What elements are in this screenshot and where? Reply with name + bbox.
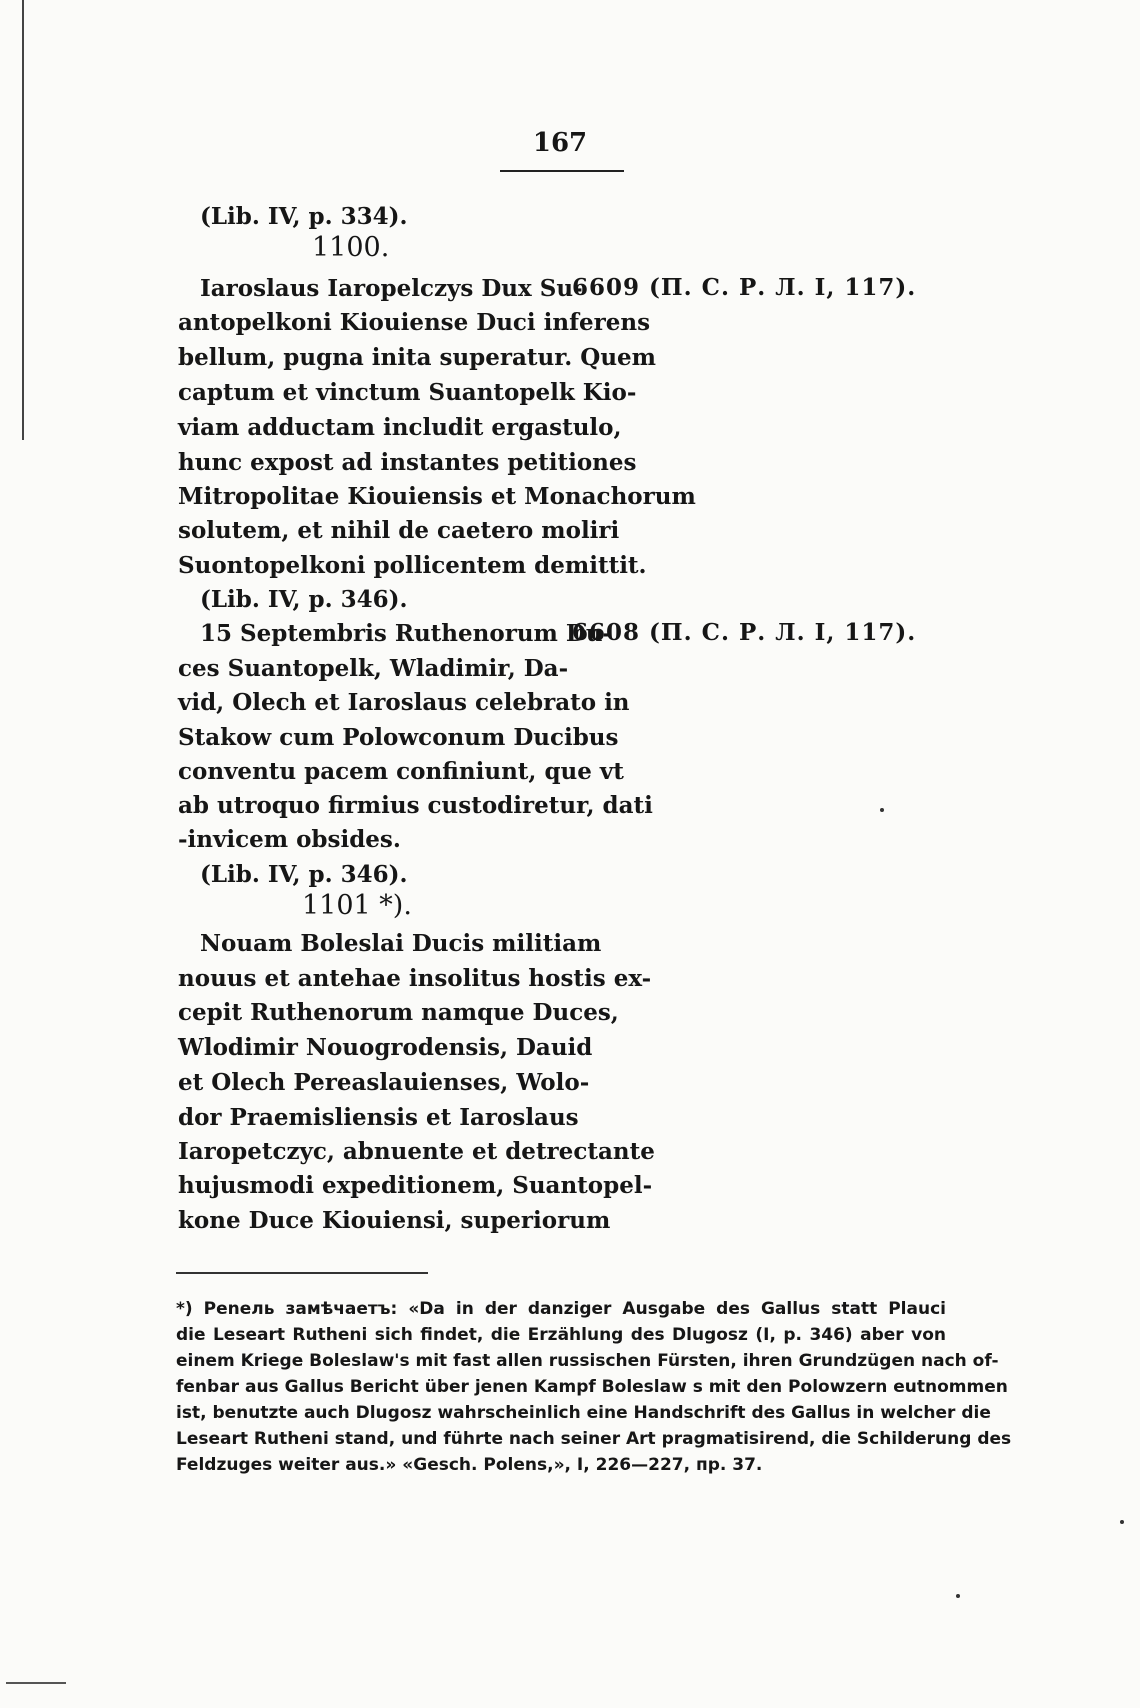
text-line: ces Suantopelk, Wladimir, Da- — [178, 655, 569, 682]
text-line: (Lib. IV, p. 346). — [200, 586, 408, 613]
footnote-line: ist, benutzte auch Dlugosz wahrscheinlich eine Handschrift des Gallus in welcher die — [176, 1403, 991, 1423]
text-line: Mitropolitae Kiouiensis et Monachorum — [178, 483, 696, 510]
text-line: hujusmodi expeditionem, Suantopel- — [178, 1172, 653, 1199]
text-line: 15 Septembris Ruthenorum Du- — [200, 620, 613, 647]
scan-speck — [956, 1594, 960, 1598]
scan-speck — [880, 808, 884, 812]
text-line: captum et vinctum Suantopelk Kio- — [178, 379, 637, 406]
footnote — [176, 1296, 1012, 1478]
scan-edge-mark — [6, 1682, 66, 1684]
footnote-line: die Lesеart Rutheni sich findet, die Erzählung des Dlugosz (I, p. 346) aber von — [176, 1325, 946, 1345]
text-line: viam adductam includit ergastulo, — [178, 414, 622, 441]
year-heading: 1101 *). — [302, 890, 412, 921]
text-line: ab utroquo firmius custodiretur, dati — [178, 792, 653, 819]
header-rule — [500, 170, 624, 172]
year-heading: 1100. — [312, 232, 390, 263]
text-line: Nouam Boleslai Ducis militiam — [200, 930, 602, 957]
text-line: vid, Olech et Iaroslaus celebrato in — [178, 689, 630, 716]
text-line: Iaropetczyc, abnuente et detrectante — [178, 1138, 655, 1165]
footnote-line: Leseart Rutheni stand, und führte nach seiner Art pragmatisirend, die Schilderung des — [176, 1429, 1012, 1449]
text-line: -invicem obsides. — [178, 826, 401, 853]
text-line: antopelkoni Kiouiense Duci inferens — [178, 309, 651, 336]
text-line: Wlodimir Nouogrodensis, Dauid — [178, 1034, 593, 1061]
scan-speck — [1120, 1520, 1124, 1524]
text-line: conventu pacem confiniunt, que vt — [178, 758, 624, 785]
scan-edge-line — [22, 0, 24, 440]
footnote-line: *) Реnель замѣчаетъ: «Da in der danziger Ausgabe des Gallus statt Plauci — [176, 1299, 946, 1319]
text-line: (Lib. IV, p. 346). — [200, 861, 408, 888]
text-line: dor Praemisliensis et Iaroslaus — [178, 1104, 579, 1131]
text-line: cepit Ruthenorum namque Duces, — [178, 999, 619, 1026]
text-line: kone Duce Kiouiensi, superiorum — [178, 1207, 611, 1234]
page-number: 167 — [532, 128, 588, 158]
chronicle-reference: 6609 (П. С. Р. Л. I, 117). — [572, 274, 917, 301]
text-line: Iaroslaus Iaropelczys Dux Su- — [200, 275, 583, 302]
chronicle-reference: 6608 (П. С. Р. Л. I, 117). — [572, 619, 917, 646]
text-line: et Olech Pereaslauienses, Wolo- — [178, 1069, 590, 1096]
footnote-rule — [176, 1272, 428, 1274]
footnote-line: Feldzuges weiter aus.» «Gesch. Polens,», I, 226—227, пр. 37. — [176, 1455, 763, 1475]
footnote-line: fenbar aus Gallus Bericht über jenen Kampf Boleslaw s mit den Polowzern eutnommen — [176, 1377, 1008, 1397]
text-line: bellum, pugna inita superatur. Quem — [178, 344, 657, 371]
text-line: (Lib. IV, p. 334). — [200, 203, 408, 230]
text-line: nouus et antehae insolitus hostis ex- — [178, 965, 652, 992]
footnote-line: einem Kriege Boleslaw's mit fast allen russischen Fürsten, ihren Grundzügen nach of- — [176, 1351, 999, 1371]
text-line: solutem, et nihil de caetero moliri — [178, 517, 620, 544]
text-line: Stakow cum Polowconum Ducibus — [178, 724, 619, 751]
text-line: hunc expost ad instantes petitiones — [178, 449, 637, 476]
text-line: Suontopelkoni pollicentem demittit. — [178, 552, 647, 579]
